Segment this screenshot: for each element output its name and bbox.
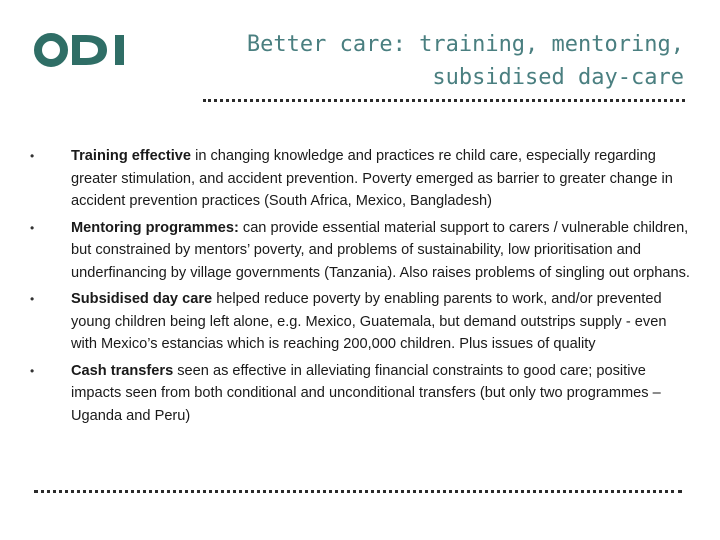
bullet-item-training	[30, 145, 690, 213]
footer-divider	[34, 490, 682, 493]
bullet-heading: Mentoring programmes:	[71, 219, 239, 236]
bullet-marker: •	[30, 292, 35, 306]
slide-title	[214, 28, 684, 94]
bullet-heading: Cash transfers	[71, 362, 174, 379]
title-line-1: Better care: training, mentoring,	[246, 32, 684, 57]
title-line-2: subsidised day-care	[432, 65, 684, 90]
title-divider	[203, 99, 685, 102]
bullet-text: in changing knowledge and practices re child care, especially regarding greater stimulation, and accident prevention. Poverty emerged as barrier to greater change in accident prevention practices (South Africa, Mexico, Bangladesh)	[71, 148, 673, 209]
bullet-text: helped reduce poverty by enabling parents to work, and/or prevented young children being left alone, e.g. Mexico, Guatemala, but demand outstrips supply - even with Mexico’s estancias which is reaching 200,000 children. Plus issues of quality	[71, 291, 667, 352]
bullet-heading: Subsidised day care	[71, 291, 213, 307]
bullet-marker: •	[30, 149, 35, 163]
bullet-item-cash-transfers	[30, 360, 690, 428]
bullet-item-day-care	[30, 288, 690, 356]
odi-logo	[34, 30, 132, 70]
bullet-text: can provide essential material support to carers / vulnerable children, but constrained by mentors’ poverty, and problems of sustainability, low prioritisation and underfinancing by village governments (Tanzania). Also raises problems of singling out orphans.	[71, 219, 690, 281]
bullet-marker: •	[30, 220, 35, 235]
bullet-heading: Training effective	[71, 148, 192, 164]
bullet-marker: •	[30, 363, 35, 378]
bullet-item-mentoring	[30, 217, 690, 285]
bullet-text: seen as effective in alleviating financial constraints to good care; positive impacts seen from both conditional and unconditional transfers (but only two programmes – Uganda and Peru)	[71, 362, 661, 424]
bullet-list	[30, 145, 690, 431]
